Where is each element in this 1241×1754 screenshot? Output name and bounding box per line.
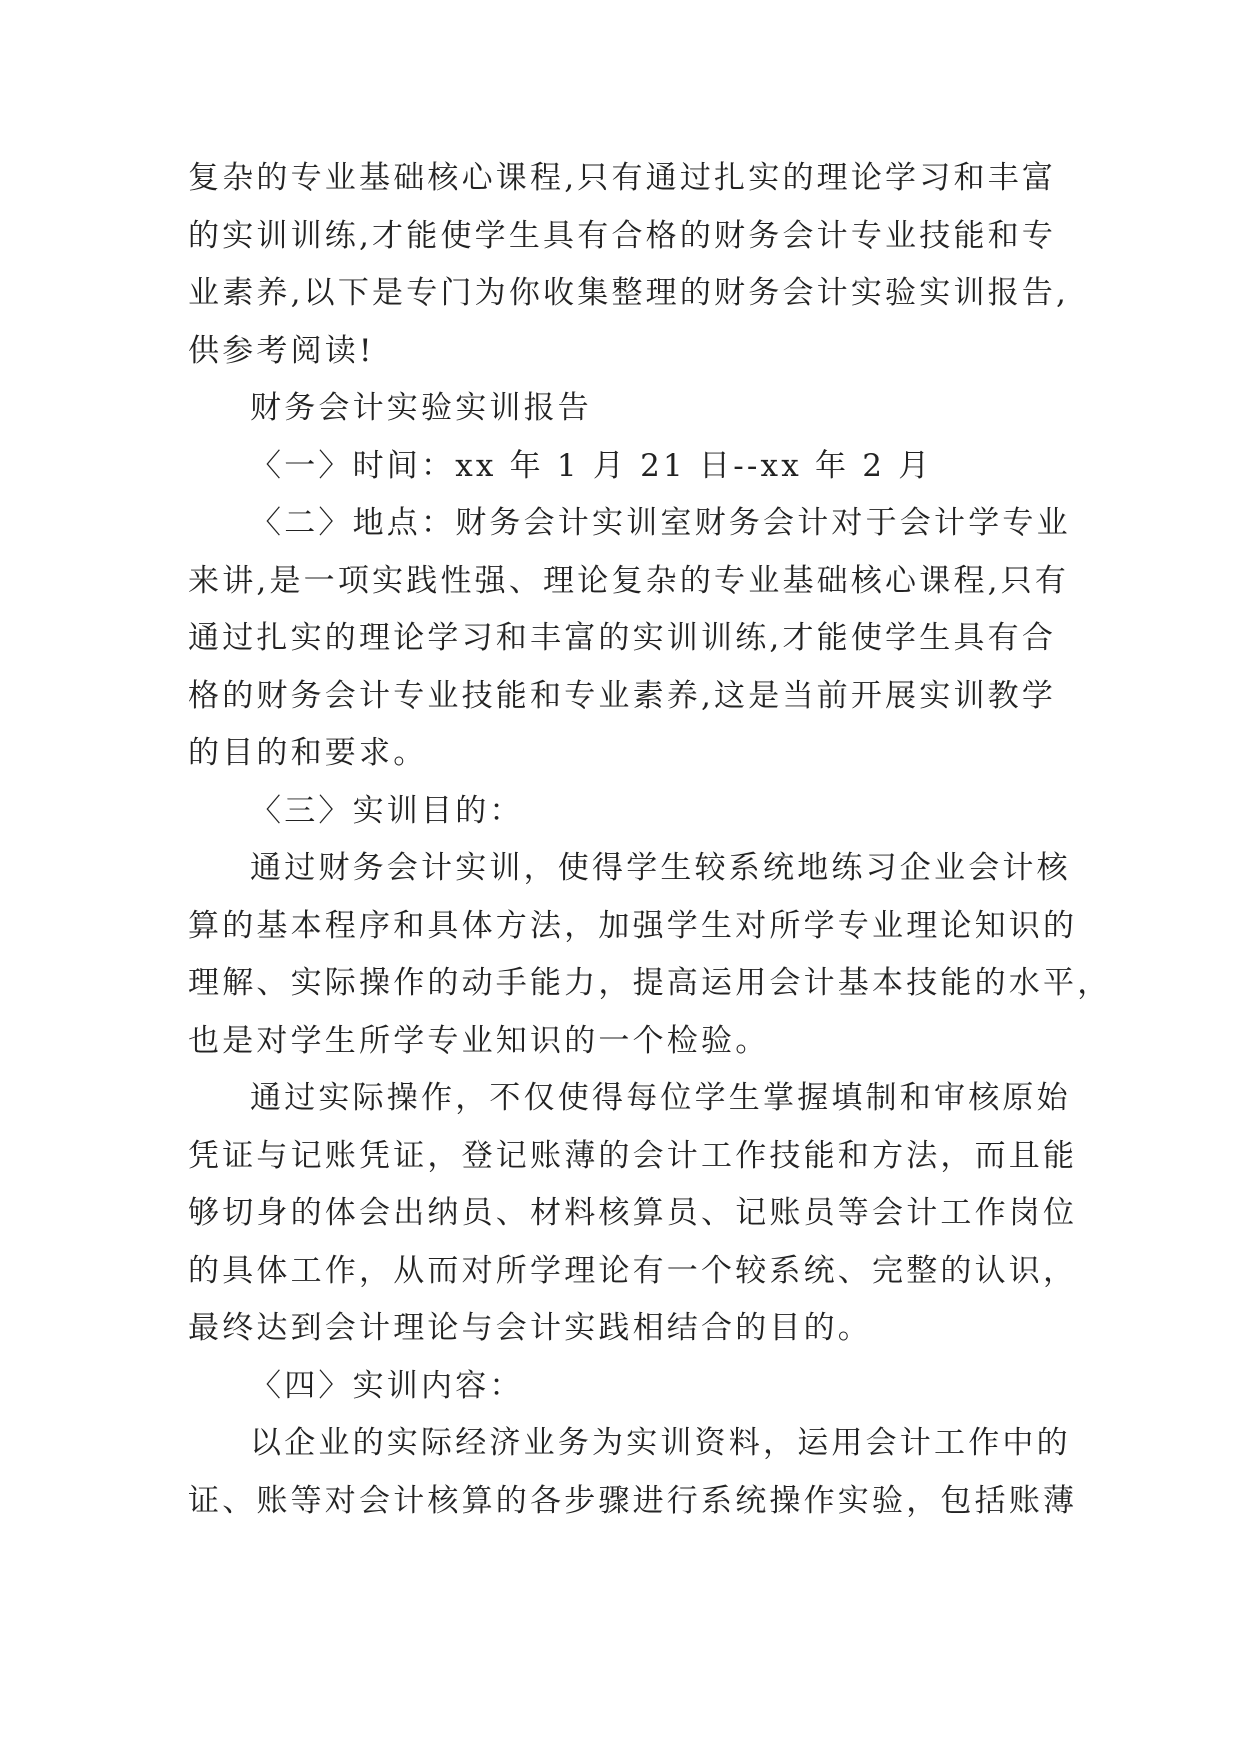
text-line-2: 的实训训练,才能使学生具有合格的财务会计专业技能和专 [188, 217, 1057, 254]
text-line-18: 凭证与记账凭证，登记账薄的会计工作技能和方法，而且能 [188, 1137, 1078, 1174]
text-line-1: 复杂的专业基础核心课程,只有通过扎实的理论学习和丰富 [188, 160, 1057, 196]
item-purpose-heading: 〈三〉实训目的： [250, 792, 524, 829]
text-line-15: 理解、实际操作的动手能力，提高运用会计基本技能的水平， [188, 965, 1112, 1001]
text-line-17: 通过实际操作，不仅使得每位学生掌握填制和审核原始 [250, 1080, 1071, 1116]
item-content-heading: 〈四〉实训内容： [250, 1367, 524, 1404]
text-line-9: 通过扎实的理论学习和丰富的实训训练,才能使学生具有合 [188, 620, 1057, 656]
text-line-19: 够切身的体会出纳员、材料核算员、记账员等会计工作岗位 [188, 1195, 1078, 1231]
text-line-23: 以企业的实际经济业务为实训资料，运用会计工作中的 [250, 1425, 1071, 1461]
text-line-10: 格的财务会计专业技能和专业素养,这是当前开展实训教学 [188, 677, 1057, 714]
text-line-11: 的目的和要求。 [188, 735, 428, 771]
text-line-21: 最终达到会计理论与会计实践相结合的目的。 [188, 1310, 872, 1346]
section-title: 财务会计实验实训报告 [250, 390, 592, 426]
text-line-16: 也是对学生所学专业知识的一个检验。 [188, 1022, 770, 1059]
text-line-3: 业素养,以下是专门为你收集整理的财务会计实验实训报告, [188, 275, 1070, 311]
text-line-13: 通过财务会计实训，使得学生较系统地练习企业会计核 [250, 850, 1071, 886]
text-line-24: 证、账等对会计核算的各步骤进行系统操作实验，包括账薄 [188, 1482, 1078, 1519]
text-line-20: 的具体工作，从而对所学理论有一个较系统、完整的认识， [188, 1252, 1078, 1289]
text-line-8: 来讲,是一项实践性强、理论复杂的专业基础核心课程,只有 [188, 562, 1070, 599]
text-line-4: 供参考阅读! [188, 332, 375, 369]
document-body [188, 150, 1112, 1530]
text-line-14: 算的基本程序和具体方法，加强学生对所学专业理论知识的 [188, 907, 1078, 944]
item-location: 〈二〉地点：财务会计实训室财务会计对于会计学专业 [250, 505, 1071, 541]
item-time: 〈一〉时间：xx 年 1 月 21 日--xx 年 2 月 [250, 447, 933, 484]
